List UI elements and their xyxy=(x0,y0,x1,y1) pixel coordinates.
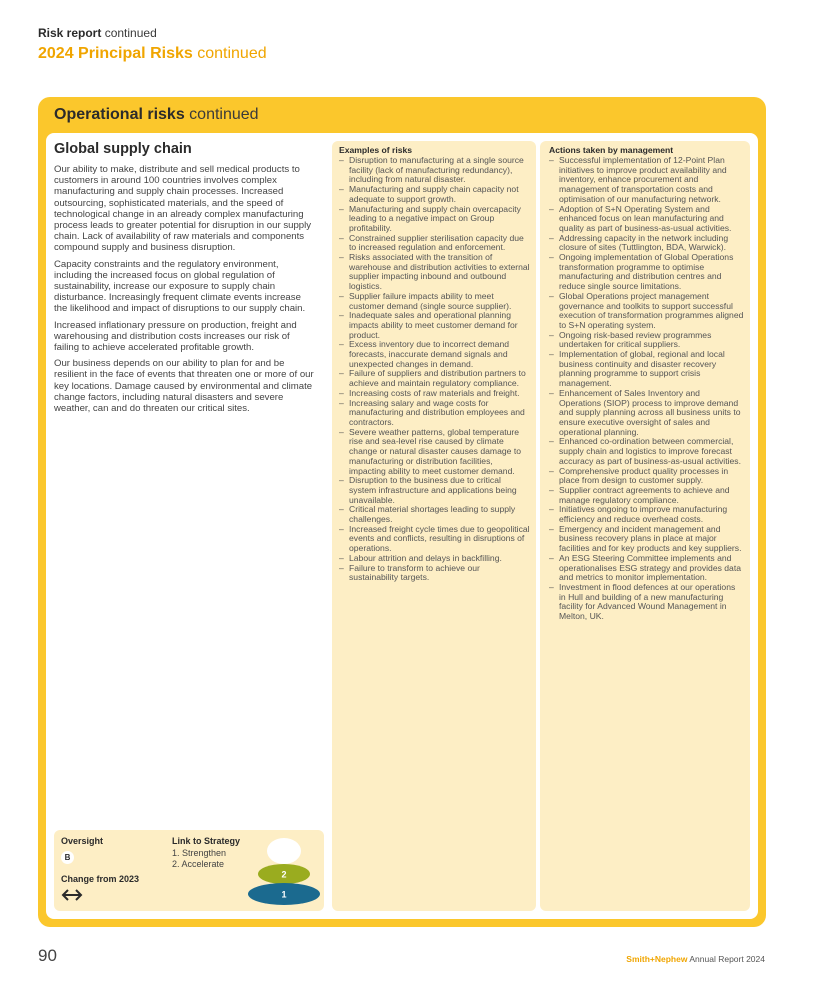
intro-paragraph: Our ability to make, distribute and sell medical products to customers in around 100 countries involves complex manufacturing and supply chain processes. Increased outsourcing, sophisticated materials, and the speed of technological change in an already complex manufacturing process leads to greater potential for disruption in our supply chain. Lack of availability of raw materials and components compound supply and business disruption. xyxy=(54,164,312,254)
risk-item: – Supplier failure impacts ability to meet customer demand (single source supplier). xyxy=(339,292,530,311)
risk-item: – Failure to transform to achieve our sustainability targets. xyxy=(339,564,530,583)
risk-item: – Inadequate sales and operational planning impacts ability to meet customer demand for product. xyxy=(339,311,530,340)
action-item: – Comprehensive product quality processes in place from design to customer supply. xyxy=(549,467,744,486)
risk-item: – Increased freight cycle times due to geopolitical events and conflicts, resulting in disruptions of operations. xyxy=(339,525,530,554)
examples-heading: Examples of risks xyxy=(339,145,413,155)
examples-list xyxy=(339,156,530,583)
risk-item: – Critical material shortages leading to supply challenges. xyxy=(339,505,530,524)
risk-item: – Constrained supplier sterilisation capacity due to increased regulation and enforcement. xyxy=(339,234,530,253)
page-number: 90 xyxy=(38,946,57,965)
action-item: – An ESG Steering Committee implements and operationalises ESG strategy and provides data and metrics to monitor implementation. xyxy=(549,554,744,583)
oversight-label: Oversight xyxy=(61,836,104,846)
intro-paragraph: Capacity constraints and the regulatory environment, including the increased focus on global regulation of sustainability, increase our exposure to supply chain disturbance. Increasingly frequent climate events increase the likelihood and impact of disruptions to our supply chain. xyxy=(54,258,306,315)
risk-item: – Manufacturing and supply chain overcapacity leading to a negative impact on Group profitability. xyxy=(339,205,530,234)
intro-paragraph: Increased inflationary pressure on production, freight and warehousing and distribution costs increases our risk of failing to achieve accelerated profitable growth. xyxy=(54,319,297,354)
strategy-label: Link to Strategy xyxy=(172,836,241,846)
report-suffix: continued xyxy=(104,26,157,40)
panel-title xyxy=(54,106,259,124)
action-item: – Initiatives ongoing to improve manufacturing efficiency and reduce overhead costs. xyxy=(549,505,744,524)
footer-brand: Smith+Nephew xyxy=(626,954,688,964)
risk-item: – Excess inventory due to incorrect demand forecasts, inaccurate demand signals and unexpected changes in demand. xyxy=(339,340,530,369)
action-item: – Investment in flood defences at our operations in Hull and building of a new manufacturing facility for Advanced Wound Management in Melton, UK. xyxy=(549,583,744,622)
footer-report: Annual Report 2024 xyxy=(689,954,765,964)
stone-top xyxy=(267,838,301,864)
risk-item: – Disruption to manufacturing at a single source facility (lack of manufacturing redundancy), including from natural disaster. xyxy=(339,156,530,185)
action-item: – Enhanced co-ordination between commercial, supply chain and logistics to improve forecast accuracy as part of business-as-usual activities. xyxy=(549,437,744,466)
risk-item: – Disruption to the business due to critical system infrastructure and applications being unavailable. xyxy=(339,476,530,505)
change-label: Change from 2023 xyxy=(61,874,140,884)
risk-item: – Increasing salary and wage costs for manufacturing and distribution employees and contractors. xyxy=(339,399,530,428)
oversight-box xyxy=(54,830,324,911)
risk-intro xyxy=(54,164,316,419)
action-item: – Emergency and incident management and business recovery plans in place at major facilities and for key products and key suppliers. xyxy=(549,525,744,554)
section-header xyxy=(38,45,267,63)
action-item: – Ongoing risk-based review programmes undertaken for critical suppliers. xyxy=(549,331,744,350)
panel-title-suffix: continued xyxy=(189,106,259,123)
action-item: – Adoption of S+N Operating System and enhanced focus on lean manufacturing and quality as part of business-as-usual activities. xyxy=(549,205,744,234)
report-header xyxy=(38,26,157,40)
section-suffix: continued xyxy=(197,45,267,62)
action-item: – Ongoing implementation of Global Operations transformation programme to optimise manufacturing and distribution centres and reduce single source limitations. xyxy=(549,253,744,292)
risk-item: – Labour attrition and delays in backfilling. xyxy=(339,554,530,564)
examples-of-risks-column xyxy=(332,141,536,911)
actions-column xyxy=(540,141,750,911)
panel-title-main: Operational risks xyxy=(54,106,185,123)
risk-item: – Risks associated with the transition of warehouse and distribution activities to external supplier impacting inbound and outbound logistics. xyxy=(339,253,530,292)
section-label: 2024 Principal Risks xyxy=(38,45,193,62)
actions-list xyxy=(549,156,744,622)
risk-title: Global supply chain xyxy=(54,141,192,157)
action-item: – Implementation of global, regional and local business continuity and disaster recovery planning programme to support crisis management. xyxy=(549,350,744,389)
action-item: – Supplier contract agreements to achieve and manage regulatory compliance. xyxy=(549,486,744,505)
action-item: – Addressing capacity in the network including closure of sites (Tuttlington, BDA, Warwick). xyxy=(549,234,744,253)
two-way-arrow-icon xyxy=(61,888,83,902)
action-item: – Enhancement of Sales Inventory and Operations (SIOP) process to improve demand and supply planning across all business units to ensure executive oversight of sales and operational planning. xyxy=(549,389,744,438)
actions-heading: Actions taken by management xyxy=(549,145,674,155)
risk-item: – Manufacturing and supply chain capacity not adequate to support growth. xyxy=(339,185,530,204)
stone-middle-label: 2 xyxy=(281,869,287,880)
risk-item: – Failure of suppliers and distribution partners to achieve and maintain regulatory compliance. xyxy=(339,369,530,388)
action-item: – Global Operations project management governance and toolkits to support successful execution of transformation programmes aligned to S+N operating system. xyxy=(549,292,744,331)
risk-item: – Severe weather patterns, global temperature rise and sea-level rise caused by climate change or natural disaster causes damage to manufacturing or distribution facilities, impacting ability to meet customer demand. xyxy=(339,428,530,477)
operational-risks-panel xyxy=(38,97,766,927)
oversight-badge: B xyxy=(61,851,74,864)
risk-item: – Increasing costs of raw materials and freight. xyxy=(339,389,530,399)
strategy-item: 2. Accelerate xyxy=(172,859,225,869)
report-label: Risk report xyxy=(38,26,102,40)
stone-bottom-label: 1 xyxy=(281,889,287,900)
strategy-stones-icon xyxy=(246,834,322,908)
action-item: – Successful implementation of 12-Point Plan initiatives to improve product availability and inventory, enhance procurement and management of transportation costs and optimisation of our manufacturing network. xyxy=(549,156,744,205)
risk-card xyxy=(46,133,758,919)
intro-paragraph: Our business depends on our ability to plan for and be resilient in the face of events that threaten one or more of our key locations. Damage caused by environmental and climate change factors, including natural disasters and severe weather, can and do threaten our critical sites. xyxy=(54,358,314,415)
footer xyxy=(626,954,765,964)
strategy-item: 1. Strengthen xyxy=(172,848,227,858)
